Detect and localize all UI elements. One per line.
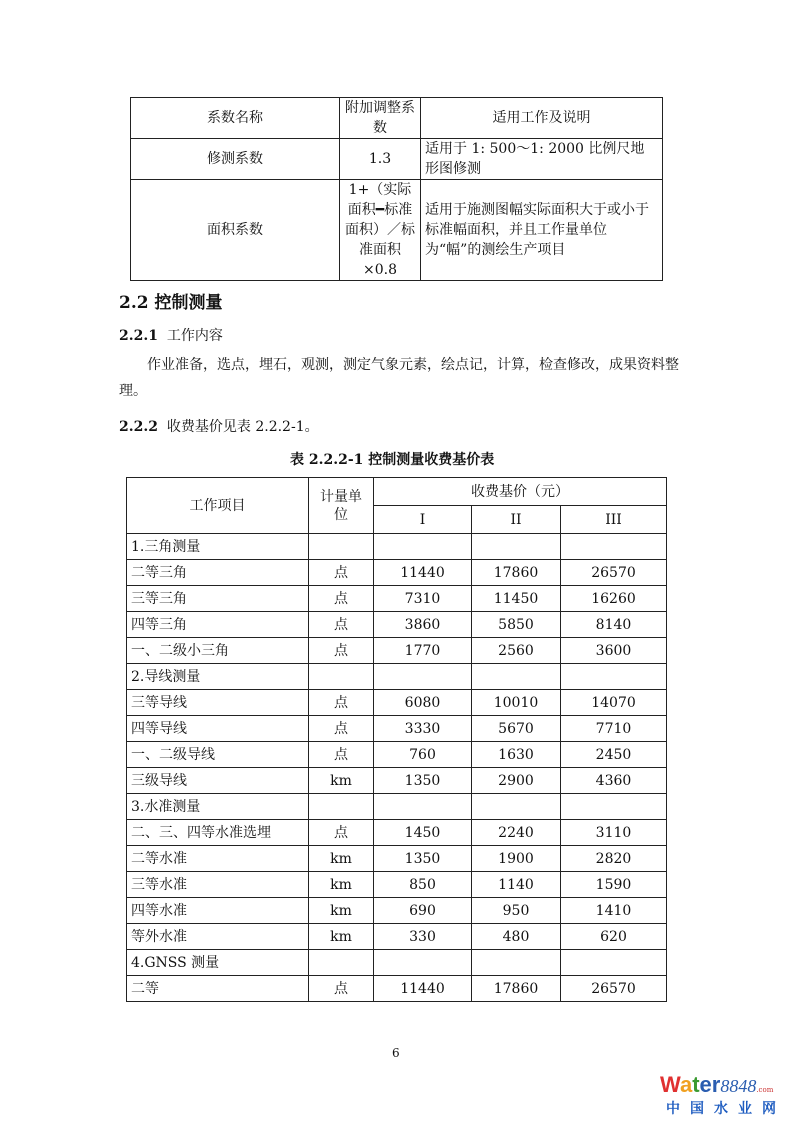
header-cell: I <box>374 506 472 534</box>
table-cell: 1630 <box>472 742 561 768</box>
table-cell: 950 <box>472 898 561 924</box>
table-cell: 3110 <box>561 820 667 846</box>
table-cell: 2.导线测量 <box>127 664 309 690</box>
section-heading: 2.2 控制测量 <box>119 293 223 313</box>
table-cell: 三等三角 <box>127 586 309 612</box>
table-cell: 1900 <box>472 846 561 872</box>
table-cell: 16260 <box>561 586 667 612</box>
table-cell <box>309 534 374 560</box>
table-cell: 点 <box>309 716 374 742</box>
table-cell: 1450 <box>374 820 472 846</box>
table-row <box>127 768 667 794</box>
table-cell: 1770 <box>374 638 472 664</box>
table-cell: 14070 <box>561 690 667 716</box>
table-row <box>127 664 667 690</box>
paragraph: 作业准备，选点，埋石，观测，测定气象元素，绘点记，计算，检查修改，成果资料整理。 <box>119 357 679 399</box>
table-cell <box>374 664 472 690</box>
table-cell: 10010 <box>472 690 561 716</box>
table-cell: 7710 <box>561 716 667 742</box>
table-cell: km <box>309 924 374 950</box>
table-cell: 点 <box>309 976 374 1002</box>
table-cell: 点 <box>309 742 374 768</box>
table-cell: 点 <box>309 560 374 586</box>
table-cell: 四等水准 <box>127 898 309 924</box>
subsection-heading <box>119 325 223 345</box>
table-cell: 7310 <box>374 586 472 612</box>
table-row <box>127 690 667 716</box>
watermark-logo: Water8848.com 中国水业网 <box>660 1072 786 1117</box>
subsection-heading <box>119 416 319 436</box>
header-cell: 工作项目 <box>127 478 309 534</box>
table-cell <box>309 664 374 690</box>
table-cell <box>561 794 667 820</box>
table-cell: 面积系数 <box>131 180 340 281</box>
table-cell: 一、二级导线 <box>127 742 309 768</box>
table-cell: 1+（实际面积━标准面积）／标准面积×0.8 <box>340 180 421 281</box>
table-cell: 5670 <box>472 716 561 742</box>
table-row <box>127 534 667 560</box>
table-cell: 1.三角测量 <box>127 534 309 560</box>
table-cell: 二等 <box>127 976 309 1002</box>
table-cell <box>309 794 374 820</box>
table-cell: 17860 <box>472 560 561 586</box>
header-cell: 适用工作及说明 <box>421 98 663 139</box>
table-row <box>127 846 667 872</box>
table-cell: 26570 <box>561 560 667 586</box>
table-cell: 850 <box>374 872 472 898</box>
table-cell: km <box>309 768 374 794</box>
subsection-title: 工作内容 <box>166 328 223 344</box>
table-cell <box>472 794 561 820</box>
table-cell: 四等导线 <box>127 716 309 742</box>
header-cell: 附加调整系数 <box>340 98 421 139</box>
header-cell: 计量单位 <box>309 478 374 534</box>
table-cell <box>374 950 472 976</box>
table-caption: 表 2.2.2-1 控制测量收费基价表 <box>290 452 495 468</box>
table-cell: km <box>309 846 374 872</box>
table-cell <box>309 950 374 976</box>
table-cell: 11450 <box>472 586 561 612</box>
table-row <box>127 716 667 742</box>
table-row <box>127 898 667 924</box>
table-cell: 2900 <box>472 768 561 794</box>
table-cell <box>374 534 472 560</box>
table-cell: 一、二级小三角 <box>127 638 309 664</box>
table-cell: 2240 <box>472 820 561 846</box>
table-cell: 5850 <box>472 612 561 638</box>
table-cell: 3.水准测量 <box>127 794 309 820</box>
table-cell: 11440 <box>374 976 472 1002</box>
table-cell <box>472 664 561 690</box>
table-row <box>127 586 667 612</box>
coefficient-table <box>130 97 663 281</box>
table-row <box>127 950 667 976</box>
table-cell: 3600 <box>561 638 667 664</box>
table-cell: 2560 <box>472 638 561 664</box>
table-cell: 点 <box>309 586 374 612</box>
table-cell: 点 <box>309 612 374 638</box>
table-cell: 4.GNSS 测量 <box>127 950 309 976</box>
table-cell <box>472 950 561 976</box>
table-row <box>127 638 667 664</box>
table-cell: 二、三、四等水准选埋 <box>127 820 309 846</box>
table-cell: 适用于施测图幅实际面积大于或小于标准幅面积，并且工作量单位为“幅”的测绘生产项目 <box>421 180 663 281</box>
fee-table <box>126 477 667 1002</box>
table-row <box>127 976 667 1002</box>
table-cell: 二等水准 <box>127 846 309 872</box>
table-cell: 11440 <box>374 560 472 586</box>
table-cell: 适用于 1: 500～1: 2000 比例尺地形图修测 <box>421 139 663 180</box>
table-row <box>127 742 667 768</box>
table-cell: 6080 <box>374 690 472 716</box>
table-cell: 8140 <box>561 612 667 638</box>
table-cell: 点 <box>309 638 374 664</box>
table-cell <box>374 794 472 820</box>
table-cell <box>561 664 667 690</box>
subsection-number: 2.2.2 <box>119 419 158 435</box>
table-cell: km <box>309 898 374 924</box>
table-cell: km <box>309 872 374 898</box>
table-cell <box>561 534 667 560</box>
table-cell: 点 <box>309 690 374 716</box>
table-cell: 三等导线 <box>127 690 309 716</box>
table-cell: 修测系数 <box>131 139 340 180</box>
table-cell: 三等水准 <box>127 872 309 898</box>
header-cell: III <box>561 506 667 534</box>
table-row <box>127 612 667 638</box>
table-cell: 330 <box>374 924 472 950</box>
table-row <box>127 872 667 898</box>
table-cell <box>472 534 561 560</box>
table-cell: 1590 <box>561 872 667 898</box>
table-cell: 2820 <box>561 846 667 872</box>
table-cell: 等外水准 <box>127 924 309 950</box>
table-cell: 1140 <box>472 872 561 898</box>
table-cell: 2450 <box>561 742 667 768</box>
table-cell: 3860 <box>374 612 472 638</box>
table-cell: 480 <box>472 924 561 950</box>
table-cell: 1.3 <box>340 139 421 180</box>
table-cell: 1350 <box>374 846 472 872</box>
table-cell: 620 <box>561 924 667 950</box>
table-row <box>127 794 667 820</box>
table-cell: 点 <box>309 820 374 846</box>
table-cell: 四等三角 <box>127 612 309 638</box>
fee-table-body <box>127 534 667 1002</box>
header-cell: 系数名称 <box>131 98 340 139</box>
table-cell: 4360 <box>561 768 667 794</box>
table-cell: 690 <box>374 898 472 924</box>
table-cell: 二等三角 <box>127 560 309 586</box>
table-cell: 17860 <box>472 976 561 1002</box>
table-cell: 3330 <box>374 716 472 742</box>
table-cell: 1350 <box>374 768 472 794</box>
header-cell: II <box>472 506 561 534</box>
table-row <box>127 820 667 846</box>
header-cell: 收费基价（元） <box>374 478 667 506</box>
page-number: 6 <box>392 1046 400 1060</box>
table-cell: 760 <box>374 742 472 768</box>
table-cell: 26570 <box>561 976 667 1002</box>
table-row <box>127 560 667 586</box>
table-cell: 1410 <box>561 898 667 924</box>
table-cell <box>561 950 667 976</box>
subsection-title: 收费基价见表 2.2.2-1。 <box>166 419 319 435</box>
subsection-number: 2.2.1 <box>119 328 158 344</box>
table-row <box>127 924 667 950</box>
table-cell: 三级导线 <box>127 768 309 794</box>
